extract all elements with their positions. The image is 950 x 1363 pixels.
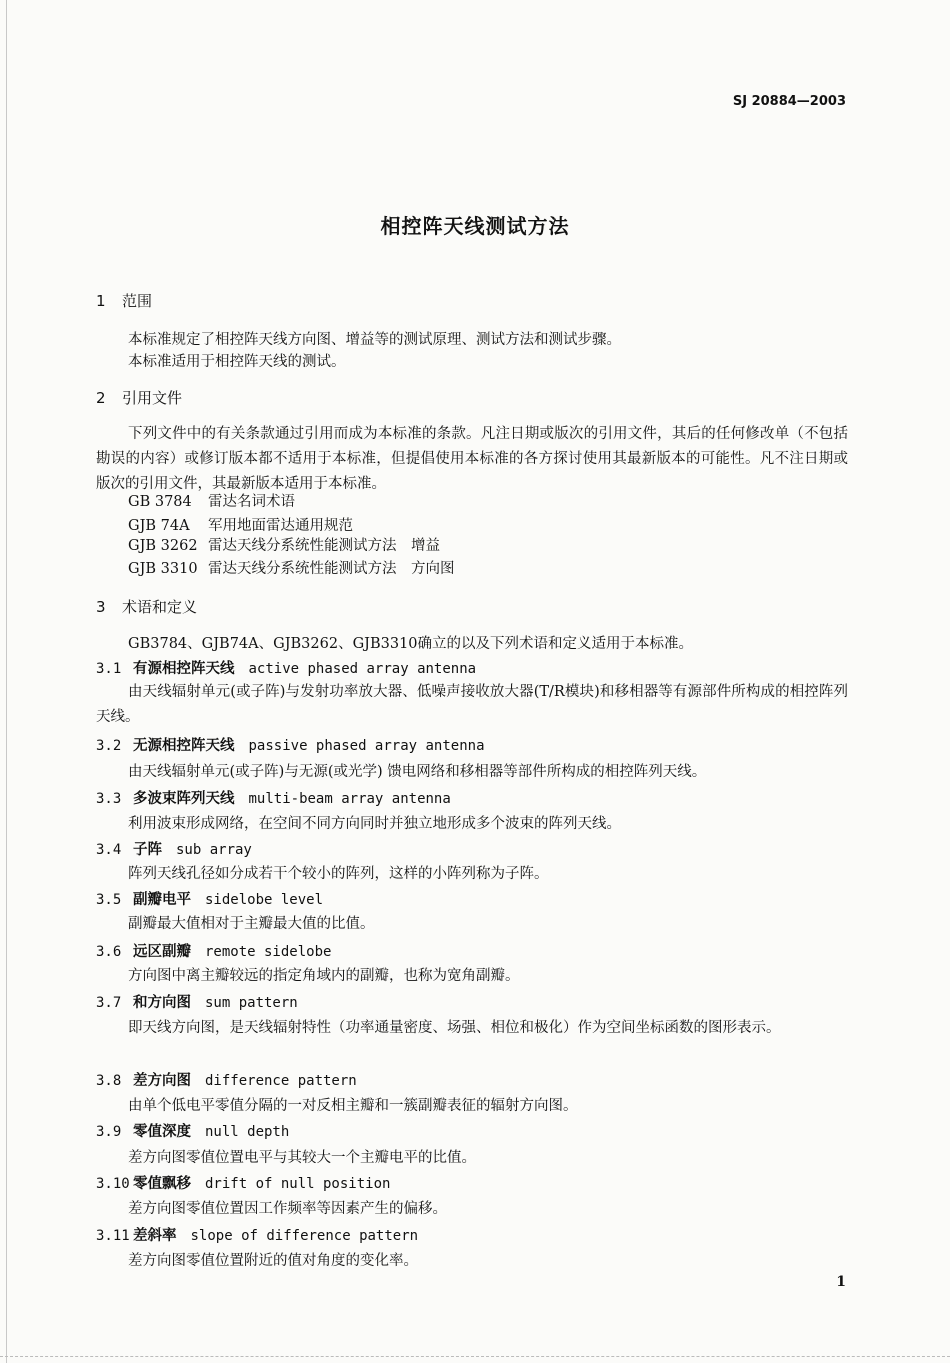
term-heading: 3.6 远区副瓣 remote sidelobe [96,944,332,960]
term-heading: 3.3 多波束阵列天线 multi-beam array antenna [96,791,451,807]
reference-item: GB 3784 雷达名词术语 [128,494,295,510]
term-definition: 由天线辐射单元(或子阵)与发射功率放大器、低噪声接收放大器(T/R模块)和移相器等有源部件所构成的相控阵列天线。 [96,684,848,725]
term-definition: 由天线辐射单元(或子阵)与无源(或光学) 馈电网络和移相器等部件所构成的相控阵列天线。 [128,764,707,780]
term-definition: 利用波束形成网络，在空间不同方向同时并独立地形成多个波束的阵列天线。 [128,816,621,832]
section-1-heading: 1 范围 [96,292,153,310]
section-1-para-2: 本标准适用于相控阵天线的测试。 [128,354,346,370]
term-heading: 3.4 子阵 sub array [96,842,252,858]
section-3-intro: GB3784、GJB74A、GJB3262、GJB3310确立的以及下列术语和定义适用于本标准。 [128,636,694,652]
section-2-paragraph: 下列文件中的有关条款通过引用而成为本标准的条款。凡注日期或版次的引用文件，其后的任何修改单（不包括勘误的内容）或修订版本都不适用于本标准，但提倡使用本标准的各方探讨使用其最新版本的可能性。凡不注日期或版次的引用文件，其最新版本适用于本标准。 [96,426,848,492]
term-definition: 差方向图零值位置电平与其较大一个主瓣电平的比值。 [128,1150,476,1166]
term-heading: 3.11 差斜率 slope of difference pattern [96,1228,419,1244]
term-heading: 3.1 有源相控阵天线 active phased array antenna [96,661,477,677]
term-definition: 即天线方向图，是天线辐射特性（功率通量密度、场强、相位和极化）作为空间坐标函数的图形表示。 [128,1020,781,1036]
term-heading: 3.5 副瓣电平 sidelobe level [96,892,324,908]
term-heading: 3.10 零值飘移 drift of null position [96,1176,391,1192]
section-2-heading: 2 引用文件 [96,389,183,407]
scan-edge-left [6,0,7,1363]
term-definition: 差方向图零值位置因工作频率等因素产生的偏移。 [128,1201,447,1217]
term-heading: 3.8 差方向图 difference pattern [96,1073,357,1089]
section-1-para-1: 本标准规定了相控阵天线方向图、增益等的测试原理、测试方法和测试步骤。 [128,332,621,348]
standard-code: SJ 20884—2003 [732,94,846,109]
term-definition: 由单个低电平零值分隔的一对反相主瓣和一簇副瓣表征的辐射方向图。 [128,1098,578,1114]
term-definition: 副瓣最大值相对于主瓣最大值的比值。 [128,916,375,932]
term-definition: 差方向图零值位置附近的值对角度的变化率。 [128,1253,418,1269]
term-heading: 3.9 零值深度 null depth [96,1124,290,1140]
section-3-heading: 3 术语和定义 [96,598,198,616]
term-definition: 方向图中离主瓣较远的指定角域内的副瓣，也称为宽角副瓣。 [128,968,520,984]
term-heading: 3.7 和方向图 sum pattern [96,995,298,1011]
reference-item: GJB 3310 雷达天线分系统性能测试方法 方向图 [128,561,455,577]
term-heading: 3.2 无源相控阵天线 passive phased array antenna [96,738,485,754]
document-title: 相控阵天线测试方法 [380,214,570,238]
term-definition: 阵列天线孔径如分成若干个较小的阵列，这样的小阵列称为子阵。 [128,866,549,882]
page-number: 1 [836,1274,846,1290]
reference-item: GJB 3262 雷达天线分系统性能测试方法 增益 [128,538,440,554]
reference-item: GJB 74A 军用地面雷达通用规范 [128,518,353,534]
scan-edge-bottom [0,1356,950,1357]
